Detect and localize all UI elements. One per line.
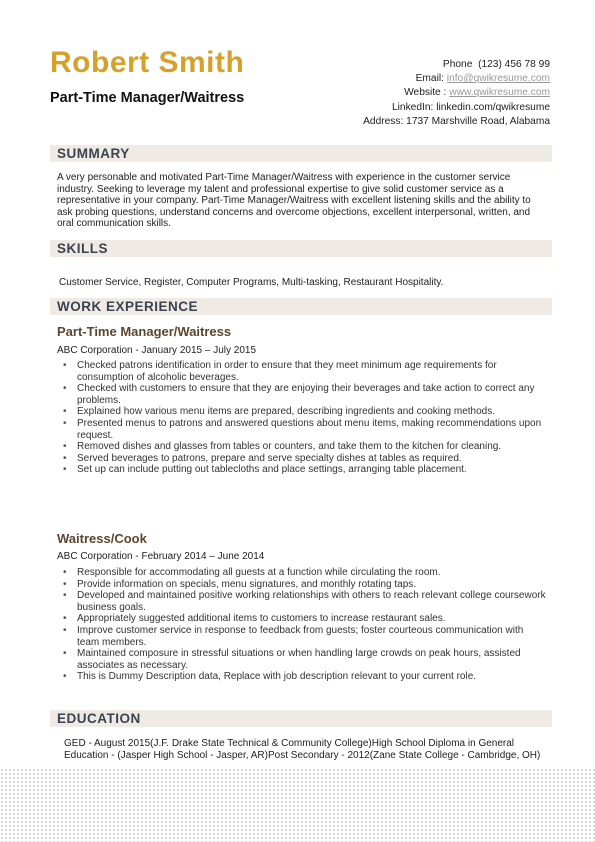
job-bullets: [57, 567, 547, 683]
contact-address: [363, 115, 550, 129]
contact-website: [363, 86, 550, 100]
address-label: Address:: [363, 115, 404, 127]
work-experience-heading: WORK EXPERIENCE: [50, 298, 552, 315]
linkedin-value: linkedin.com/qwikresume: [436, 101, 550, 113]
candidate-title: Part-Time Manager/Waitress: [50, 90, 245, 106]
website-label: Website :: [404, 87, 447, 99]
list-item: • Set up can include putting out tablecloths and place settings, arranging table placement.: [57, 464, 547, 476]
list-item: • Maintained composure in stressful situations or when handling large crowds on peak hours, assisted associates as necessary.: [57, 648, 547, 671]
job-bullets: [57, 360, 547, 476]
skills-heading: SKILLS: [50, 240, 552, 257]
email-label: Email:: [415, 73, 444, 85]
job-title: Part-Time Manager/Waitress: [57, 324, 232, 339]
skills-text: Customer Service, Register, Computer Programs, Multi-tasking, Restaurant Hospitality.: [59, 277, 444, 288]
phone-value: (123) 456 78 99: [478, 59, 550, 70]
list-item: • Developed and maintained positive working relationships with others to reach relevant college coursework business goals.: [57, 590, 547, 613]
job-meta: ABC Corporation - February 2014 – June 2014: [57, 551, 265, 562]
contact-block: [363, 58, 550, 129]
list-item: • Removed dishes and glasses from tables or counters, and take them to the kitchen for cleaning.: [57, 441, 547, 453]
summary-heading: SUMMARY: [50, 145, 552, 162]
contact-linkedin: [363, 101, 550, 115]
list-item: • Presented menus to patrons and answered questions about menu items, making recommendations upon request.: [57, 418, 547, 441]
list-item: • Responsible for accommodating all guests at a function while circulating the room.: [57, 567, 547, 579]
dotted-fade-overlay: [0, 768, 595, 842]
website-link[interactable]: www.qwikresume.com: [449, 87, 550, 99]
list-item: • Served beverages to patrons, prepare and serve specialty dishes at tables as required.: [57, 453, 547, 465]
phone-label: Phone: [442, 59, 473, 70]
contact-email: [363, 72, 550, 86]
list-item: • Explained how various menu items are prepared, describing ingredients and cooking methods.: [57, 406, 547, 418]
address-value: 1737 Marshville Road, Alabama: [406, 115, 550, 127]
linkedin-label: LinkedIn:: [391, 101, 434, 113]
list-item: • Provide information on specials, menu signatures, and monthly rotating taps.: [57, 579, 547, 591]
contact-phone: [363, 58, 550, 72]
email-link[interactable]: info@qwikresume.com: [446, 73, 550, 85]
summary-text: A very personable and motivated Part-Time Manager/Waitress with experience in the customer service industry. Seeking to leverage my talent and professional expertise to give solid customer service as a representative in your company. Part-Time Manager/Waitress with excellent listening skills and the ability to ask probing questions, understand concerns and overcome objections, excellent interpersonal, written, and oral communication skills.: [57, 172, 531, 230]
job-meta: ABC Corporation - January 2015 – July 2015: [57, 345, 257, 356]
education-heading: EDUCATION: [50, 710, 552, 727]
list-item: • Appropriately suggested additional items to customers to increase restaurant sales.: [57, 613, 547, 625]
list-item: • Improve customer service in response to feedback from guests; foster courteous communication with team members.: [57, 625, 547, 648]
list-item: • This is Dummy Description data, Replace with job description relevant to your current role.: [57, 671, 547, 683]
list-item: • Checked with customers to ensure that they are enjoying their beverages and take action to correct any problems.: [57, 383, 547, 406]
education-text: GED - August 2015(J.F. Drake State Technical & Community College)High School Diploma in General Education - (Jasper High School - Jasper, AR)Post Secondary - 2012(Zane State College - Cambridge, OH): [64, 738, 541, 761]
job-title: Waitress/Cook: [57, 531, 147, 546]
list-item: • Checked patrons identification in order to ensure that they meet minimum age requirements for consumption of alcoholic beverages.: [57, 360, 547, 383]
candidate-name: Robert Smith: [50, 46, 245, 79]
